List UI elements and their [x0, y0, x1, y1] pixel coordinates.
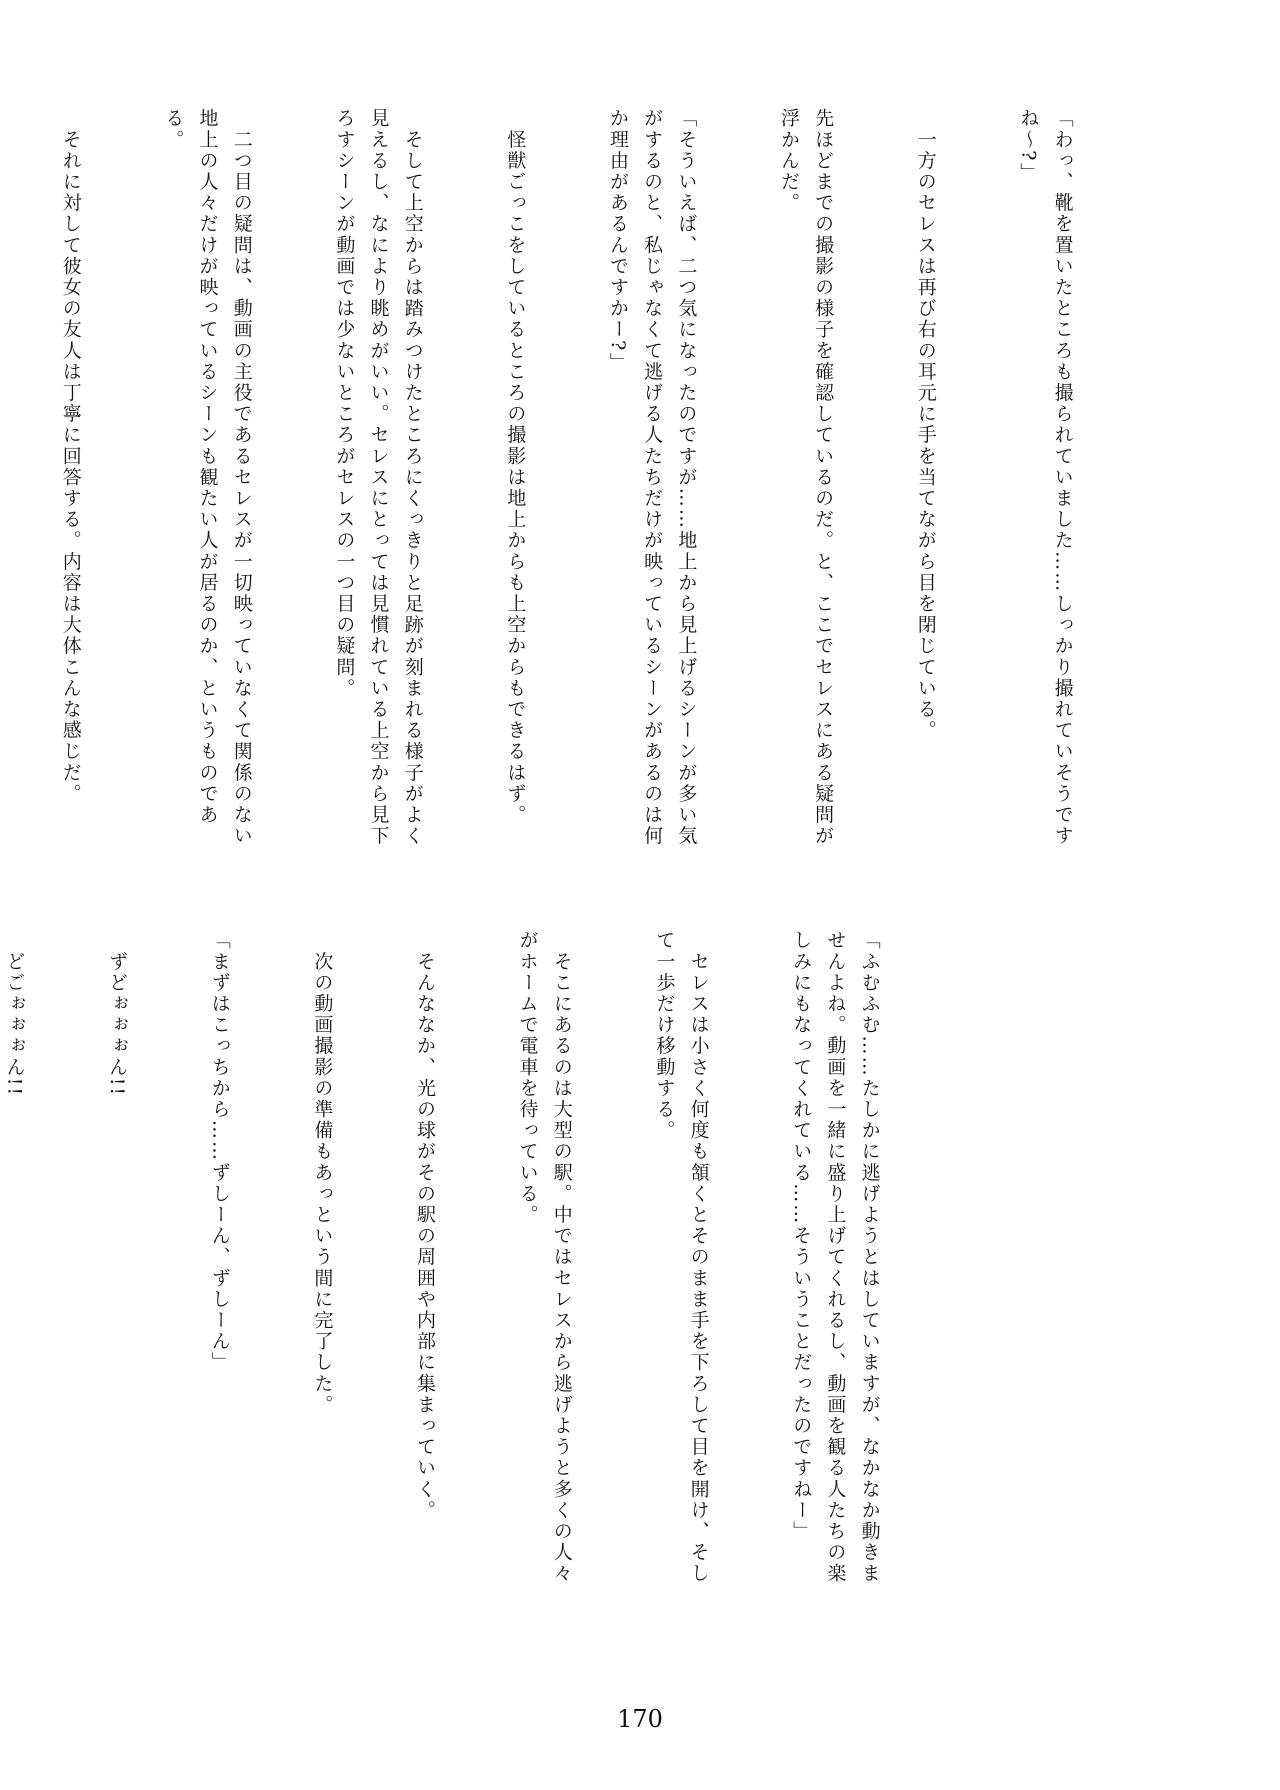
paragraph: 「わっ、靴を置いたところも撮られていました……しっかり撮れていそうですね〜?」	[1017, 108, 1074, 847]
paragraph: 一方のセレスは再び右の耳元に手を当てながら目を閉じている。	[914, 108, 937, 741]
paragraph: それに対して彼女の友人は丁寧に回答する。内容は大体こんな感じだ。	[59, 108, 82, 805]
paragraph: 二つ目の疑問は、動画の主役であるセレスが一切映っていなくて関係のない地上の人々だけが映っているシーンも観たい人が居るのか、というものである。	[162, 108, 253, 847]
paragraph: どごぉぉぉん!!	[3, 930, 26, 1098]
paragraph: 次の動画撮影の準備もあっという間に完了した。	[311, 930, 334, 1416]
paragraph: 「ふむふむ……たしかに逃げようとはしていますが、なかなか動きませんよね。動画を一緒に盛り上げてくれるし、動画を観る人たちの楽しみにもなってくれている……そういうことだったのですねー」	[790, 930, 881, 1585]
lower-text-block	[3, 930, 955, 1600]
paragraph: ずどぉぉぉん!!	[106, 930, 129, 1098]
paragraph: そこにあるのは大型の駅。中ではセレスから逃げようと多くの人々がホームで電車を待っている。	[516, 930, 573, 1585]
paragraph: そして上空からは踏みつけたところにくっきりと足跡が刻まれる様子がよく見えるし、なにより眺めがいい。セレスにとっては見慣れている上空から見下ろすシーンが動画では少ないところがセレスの一つ目の疑問。	[333, 108, 424, 847]
paragraph: 先ほどまでの撮影の様子を確認しているのだ。と、ここでセレスにある疑問が浮かんだ。	[777, 108, 835, 847]
page-number: 170	[617, 1705, 663, 1733]
paragraph: 「そういえば、二つ気になったのですが……地上から見上げるシーンが多い気がするのと、私じゃなくて逃げる人たちだけが映っているシーンがあるのは何か理由があるんですかー?」	[606, 108, 698, 847]
upper-text-block	[59, 108, 1148, 848]
paragraph: セレスは小さく何度も頷くとそのまま手を下ろして目を開け、そして一歩だけ移動する。	[653, 930, 710, 1585]
paragraph: そんななか、光の球がその駅の周囲や内部に集まっていく。	[413, 930, 436, 1521]
paragraph: 「まずはこっちから……ずしーん、ずしーん」	[208, 930, 231, 1374]
paragraph: 怪獣ごっこをしているところの撮影は地上からも上空からもできるはず。	[504, 108, 527, 826]
